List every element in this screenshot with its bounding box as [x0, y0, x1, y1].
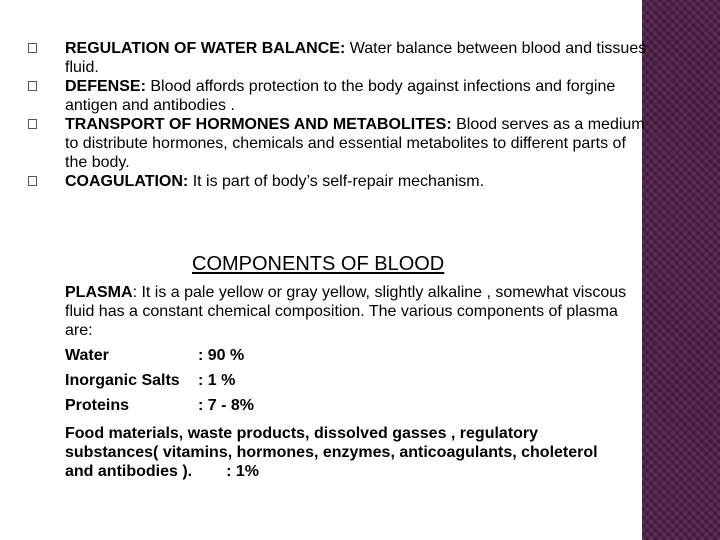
bullet-heading: DEFENSE:: [65, 78, 146, 95]
section-title: COMPONENTS OF BLOOD: [192, 253, 445, 275]
bullet-box-icon: [28, 81, 37, 91]
bullet-item-defense: [28, 77, 648, 115]
plasma-text: : It is a pale yellow or gray yellow, slightly alkaline , somewhat viscous fluid has a constant chemical composition. The various components of plasma are:: [65, 284, 627, 339]
component-value: : 7 - 8%: [198, 397, 255, 414]
component-name: Proteins: [65, 397, 130, 414]
bullet-box-icon: [28, 176, 37, 186]
bullet-text: It is part of body’s self-repair mechanism.: [188, 173, 485, 190]
bullet-text: Water balance between blood and tissues fluid.: [65, 40, 647, 76]
bullet-item-water-balance: [28, 39, 648, 77]
component-value: : 90 %: [198, 347, 245, 364]
component-name: Water: [65, 347, 109, 364]
component-row-proteins: [65, 396, 640, 421]
component-value: : 1 %: [198, 372, 236, 389]
bullet-text: Blood serves as a medium to distribute hormones, chemicals and essential metabolites to different parts of the body.: [65, 116, 645, 171]
food-materials-value: : 1%: [226, 463, 260, 480]
food-materials-row: [65, 424, 625, 481]
component-row-water: [65, 346, 640, 371]
bullet-box-icon: [28, 119, 37, 129]
bullet-heading: REGULATION OF WATER BALANCE:: [65, 40, 346, 57]
decorative-side-band: [642, 0, 720, 540]
bullet-item-coagulation: [28, 172, 648, 191]
plasma-paragraph: [65, 283, 640, 340]
bullet-heading: COAGULATION:: [65, 173, 189, 190]
bullet-list: [28, 39, 648, 191]
plasma-components-list: [65, 346, 640, 421]
plasma-heading: PLASMA: [65, 284, 133, 301]
bullet-text: Blood affords protection to the body against infections and forgine antigen and antibodies .: [65, 78, 616, 114]
component-row-inorganic-salts: [65, 371, 640, 396]
food-materials-text: Food materials, waste products, dissolved gasses , regulatory substances( vitamins, hormones, enzymes, anticoagulants, choleterol and antibodies ).: [65, 425, 598, 480]
bullet-heading: TRANSPORT OF HORMONES AND METABOLITES:: [65, 116, 452, 133]
bullet-item-transport: [28, 115, 648, 172]
bullet-box-icon: [28, 43, 37, 53]
component-name: Inorganic Salts: [65, 372, 180, 389]
